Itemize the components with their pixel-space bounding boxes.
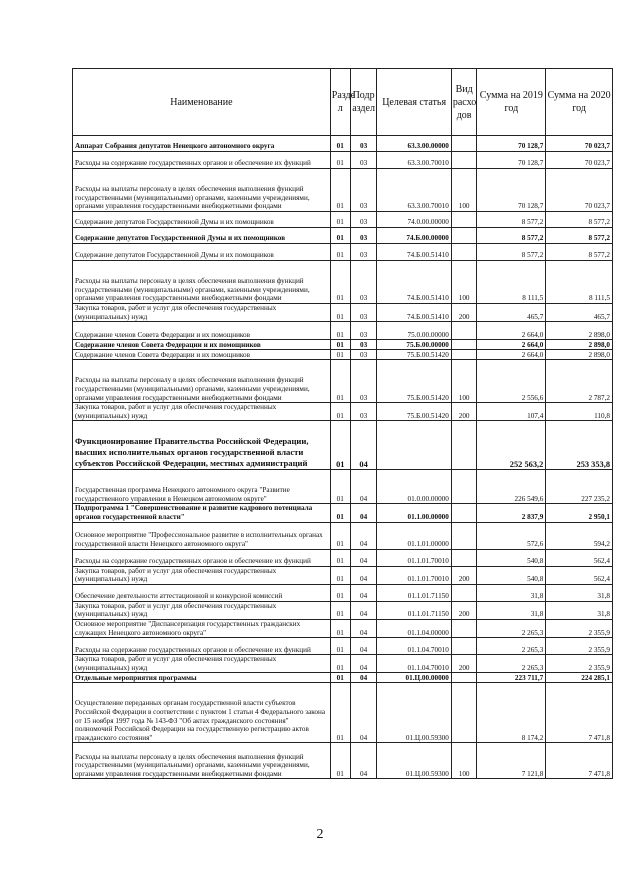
row-sum-2020: 2 898,0 [546, 340, 613, 350]
row-sum-2019: 8 577,2 [477, 244, 546, 261]
table-row [73, 169, 613, 212]
row-podrazdel: 04 [350, 619, 377, 637]
header-sum-2019: Сумма на 2019 год [477, 69, 546, 136]
table-row [73, 136, 613, 152]
table-row [73, 350, 613, 360]
row-name: Функционирование Правительства Российской Федерации, высших исполнительных органов государственной власти субъектов Российской Федерации, местных администраций [73, 421, 331, 470]
row-podrazdel: 04 [350, 504, 377, 522]
row-target-article: 63.3.00.70010 [377, 169, 451, 212]
row-razdel: 01 [330, 655, 350, 673]
row-sum-2019: 8 174,2 [477, 683, 546, 743]
row-target-article: 01.Ц.00.59300 [377, 743, 451, 779]
row-razdel: 01 [330, 261, 350, 304]
row-sum-2019: 31,8 [477, 601, 546, 619]
row-podrazdel: 04 [350, 584, 377, 601]
row-expense-type [451, 504, 477, 522]
table-row [73, 584, 613, 601]
row-name: Аппарат Собрания депутатов Ненецкого автономного округа [73, 136, 331, 152]
row-expense-type [451, 522, 477, 549]
row-podrazdel: 03 [350, 169, 377, 212]
row-expense-type [451, 212, 477, 228]
row-target-article: 75.Б.00.51420 [377, 350, 451, 360]
row-sum-2019: 70 128,7 [477, 169, 546, 212]
row-razdel: 01 [330, 136, 350, 152]
row-podrazdel: 04 [350, 655, 377, 673]
table-row [73, 619, 613, 637]
row-sum-2020: 110,8 [546, 403, 613, 421]
row-razdel: 01 [330, 743, 350, 779]
row-target-article: 75.Б.00.00000 [377, 340, 451, 350]
row-expense-type: 200 [451, 403, 477, 421]
row-podrazdel: 04 [350, 743, 377, 779]
row-expense-type [451, 136, 477, 152]
row-podrazdel: 03 [350, 212, 377, 228]
row-podrazdel: 03 [350, 304, 377, 322]
page-number: 2 [316, 827, 324, 842]
row-sum-2020: 8 577,2 [546, 212, 613, 228]
row-target-article: 01.1.01.70010 [377, 566, 451, 584]
row-name: Содержание членов Совета Федерации и их помощников [73, 350, 331, 360]
row-expense-type [451, 549, 477, 566]
table-row [73, 340, 613, 350]
row-name: Закупка товаров, работ и услуг для обеспечения государственных (муниципальных) нужд [73, 304, 331, 322]
row-podrazdel: 03 [350, 340, 377, 350]
table-body [73, 136, 613, 779]
row-sum-2019: 2 837,9 [477, 504, 546, 522]
row-expense-type: 200 [451, 601, 477, 619]
row-name: Отдельные мероприятия программы [73, 673, 331, 683]
row-sum-2020: 7 471,8 [546, 743, 613, 779]
row-sum-2019: 2 664,0 [477, 322, 546, 340]
table-row [73, 673, 613, 683]
row-sum-2020: 227 235,2 [546, 470, 613, 504]
row-sum-2019: 540,8 [477, 566, 546, 584]
table-row [73, 244, 613, 261]
row-podrazdel: 03 [350, 322, 377, 340]
table-row [73, 322, 613, 340]
header-expense-type: Вид расхо дов [451, 69, 477, 136]
row-sum-2019: 7 121,8 [477, 743, 546, 779]
row-razdel: 01 [330, 360, 350, 403]
row-sum-2019: 252 563,2 [477, 421, 546, 470]
row-sum-2019: 31,8 [477, 584, 546, 601]
table-row [73, 403, 613, 421]
row-name: Подпрограмма 1 "Совершенствование и развитие кадрового потенциала органов государственной власти" [73, 504, 331, 522]
row-target-article: 74.Б.00.00000 [377, 228, 451, 244]
row-sum-2019: 2 556,6 [477, 360, 546, 403]
row-sum-2020: 562,4 [546, 549, 613, 566]
row-target-article: 01.1.04.00000 [377, 619, 451, 637]
row-target-article: 75.Б.00.51420 [377, 403, 451, 421]
row-razdel: 01 [330, 244, 350, 261]
row-sum-2020: 594,2 [546, 522, 613, 549]
row-podrazdel: 03 [350, 228, 377, 244]
row-name: Расходы на выплаты персоналу в целях обеспечения выполнения функций государственными (муниципальными) органами, казенными учреждениями, органами управления государственными внебюджетными фондами [73, 360, 331, 403]
header-sum-2020: Сумма на 2020 год [546, 69, 613, 136]
row-sum-2020: 224 285,1 [546, 673, 613, 683]
row-sum-2019: 226 549,6 [477, 470, 546, 504]
row-name: Содержание депутатов Государственной Думы и их помощников [73, 228, 331, 244]
row-name: Расходы на выплаты персоналу в целях обеспечения выполнения функций государственными (муниципальными) органами, казенными учреждениями, органами управления государственными внебюджетными фондами [73, 169, 331, 212]
row-name: Закупка товаров, работ и услуг для обеспечения государственных (муниципальных) нужд [73, 655, 331, 673]
row-razdel: 01 [330, 304, 350, 322]
row-podrazdel: 03 [350, 136, 377, 152]
row-podrazdel: 03 [350, 244, 377, 261]
row-sum-2019: 107,4 [477, 403, 546, 421]
row-target-article: 75.Б.00.51420 [377, 360, 451, 403]
row-sum-2019: 2 664,0 [477, 350, 546, 360]
row-razdel: 01 [330, 683, 350, 743]
row-expense-type [451, 350, 477, 360]
row-sum-2020: 2 355,9 [546, 638, 613, 655]
table-row [73, 228, 613, 244]
row-target-article: 74.Б.00.51410 [377, 261, 451, 304]
row-sum-2019: 223 711,7 [477, 673, 546, 683]
row-expense-type [451, 421, 477, 470]
row-expense-type [451, 470, 477, 504]
row-razdel: 01 [330, 522, 350, 549]
row-sum-2019: 572,6 [477, 522, 546, 549]
table-row [73, 152, 613, 169]
row-sum-2020: 2 898,0 [546, 322, 613, 340]
row-target-article: 01.1.01.71150 [377, 601, 451, 619]
row-razdel: 01 [330, 619, 350, 637]
row-name: Государственная программа Ненецкого автономного округа "Развитие государственного управления в Ненецком автономном округе" [73, 470, 331, 504]
row-expense-type: 100 [451, 743, 477, 779]
row-target-article: 75.0.00.00000 [377, 322, 451, 340]
row-name: Содержание членов Совета Федерации и их помощников [73, 340, 331, 350]
row-expense-type [451, 619, 477, 637]
row-target-article: 01.Ц.00.59300 [377, 683, 451, 743]
row-target-article: 63.3.00.00000 [377, 136, 451, 152]
row-target-article: 01.1.04.70010 [377, 655, 451, 673]
row-target-article: 01.Ц.00.00000 [377, 673, 451, 683]
row-name: Закупка товаров, работ и услуг для обеспечения государственных (муниципальных) нужд [73, 403, 331, 421]
row-target-article: 01.1.01.00000 [377, 522, 451, 549]
budget-table [72, 68, 613, 779]
budget-document [72, 68, 613, 779]
row-razdel: 01 [330, 470, 350, 504]
row-sum-2019: 2 265,3 [477, 655, 546, 673]
table-row [73, 566, 613, 584]
row-sum-2020: 70 023,7 [546, 169, 613, 212]
row-expense-type [451, 683, 477, 743]
table-row [73, 261, 613, 304]
row-podrazdel: 04 [350, 638, 377, 655]
row-sum-2020: 7 471,8 [546, 683, 613, 743]
row-target-article: 74.Б.00.51410 [377, 304, 451, 322]
row-expense-type: 200 [451, 655, 477, 673]
row-podrazdel: 04 [350, 549, 377, 566]
row-sum-2019: 2 664,0 [477, 340, 546, 350]
row-sum-2019: 8 577,2 [477, 228, 546, 244]
row-target-article: 01.1.01.71150 [377, 584, 451, 601]
row-razdel: 01 [330, 638, 350, 655]
row-name: Осуществление переданных органам государственной власти субъектов Российской Федерации в соответствии с пунктом 1 статьи 4 Федерального закона от 15 ноября 1997 года № 143-ФЗ "Об актах гражданского состояния" полномочий Российской Федерации на государственную регистрацию актов гражданского состояния" [73, 683, 331, 743]
row-expense-type [451, 584, 477, 601]
row-sum-2020: 465,7 [546, 304, 613, 322]
row-target-article: 01.0.00.00000 [377, 470, 451, 504]
row-sum-2020: 253 353,8 [546, 421, 613, 470]
row-podrazdel: 04 [350, 522, 377, 549]
row-name: Расходы на выплаты персоналу в целях обеспечения выполнения функций государственными (муниципальными) органами, казенными учреждениями, органами управления государственными внебюджетными фондами [73, 743, 331, 779]
table-row [73, 655, 613, 673]
row-name: Расходы на содержание государственных органов и обеспечение их функций [73, 638, 331, 655]
row-sum-2020: 2 898,0 [546, 350, 613, 360]
row-razdel: 01 [330, 504, 350, 522]
header-target-article: Целевая статья [377, 69, 451, 136]
row-sum-2020: 2 787,2 [546, 360, 613, 403]
row-expense-type: 100 [451, 360, 477, 403]
row-podrazdel: 04 [350, 566, 377, 584]
table-row [73, 601, 613, 619]
row-razdel: 01 [330, 169, 350, 212]
table-row [73, 522, 613, 549]
row-razdel: 01 [330, 584, 350, 601]
table-row [73, 683, 613, 743]
table-row [73, 421, 613, 470]
table-row [73, 504, 613, 522]
table-row [73, 549, 613, 566]
row-name: Закупка товаров, работ и услуг для обеспечения государственных (муниципальных) нужд [73, 601, 331, 619]
row-podrazdel: 03 [350, 360, 377, 403]
table-row [73, 743, 613, 779]
row-sum-2020: 2 355,9 [546, 619, 613, 637]
table-header-row [73, 69, 613, 136]
row-sum-2020: 8 111,5 [546, 261, 613, 304]
row-podrazdel: 04 [350, 683, 377, 743]
table-row [73, 360, 613, 403]
row-name: Основное мероприятие "Профессиональное развитие в исполнительных органах государственной власти Ненецкого автономного округа" [73, 522, 331, 549]
header-name: Наименование [73, 69, 331, 136]
row-sum-2019: 8 111,5 [477, 261, 546, 304]
row-podrazdel: 03 [350, 350, 377, 360]
row-podrazdel: 03 [350, 152, 377, 169]
table-row [73, 638, 613, 655]
row-expense-type [451, 322, 477, 340]
row-sum-2020: 2 355,9 [546, 655, 613, 673]
row-expense-type [451, 673, 477, 683]
row-expense-type: 200 [451, 304, 477, 322]
row-target-article [377, 421, 451, 470]
row-razdel: 01 [330, 673, 350, 683]
row-expense-type [451, 638, 477, 655]
row-sum-2019: 2 265,3 [477, 619, 546, 637]
row-sum-2020: 31,8 [546, 601, 613, 619]
row-sum-2019: 540,8 [477, 549, 546, 566]
row-sum-2020: 8 577,2 [546, 228, 613, 244]
header-razdel: Разде л [330, 69, 350, 136]
row-sum-2020: 70 023,7 [546, 136, 613, 152]
row-razdel: 01 [330, 350, 350, 360]
row-sum-2019: 70 128,7 [477, 136, 546, 152]
row-target-article: 01.1.04.70010 [377, 638, 451, 655]
row-sum-2020: 31,8 [546, 584, 613, 601]
row-sum-2019: 465,7 [477, 304, 546, 322]
row-expense-type [451, 228, 477, 244]
header-podrazdel: Подр аздел [350, 69, 377, 136]
row-sum-2019: 70 128,7 [477, 152, 546, 169]
table-row [73, 470, 613, 504]
row-sum-2019: 2 265,3 [477, 638, 546, 655]
row-target-article: 63.3.00.70010 [377, 152, 451, 169]
row-expense-type [451, 152, 477, 169]
row-sum-2019: 8 577,2 [477, 212, 546, 228]
row-name: Содержание членов Совета Федерации и их помощников [73, 322, 331, 340]
row-name: Расходы на содержание государственных органов и обеспечение их функций [73, 152, 331, 169]
row-target-article: 01.1.01.70010 [377, 549, 451, 566]
row-podrazdel: 03 [350, 403, 377, 421]
table-row [73, 212, 613, 228]
row-razdel: 01 [330, 549, 350, 566]
row-expense-type: 100 [451, 169, 477, 212]
row-expense-type [451, 244, 477, 261]
row-razdel: 01 [330, 421, 350, 470]
row-sum-2020: 70 023,7 [546, 152, 613, 169]
row-razdel: 01 [330, 322, 350, 340]
row-target-article: 74.Б.00.51410 [377, 244, 451, 261]
row-name: Закупка товаров, работ и услуг для обеспечения государственных (муниципальных) нужд [73, 566, 331, 584]
row-razdel: 01 [330, 403, 350, 421]
row-name: Обеспечение деятельности аттестационной и конкурсной комиссий [73, 584, 331, 601]
row-target-article: 01.1.00.00000 [377, 504, 451, 522]
row-expense-type: 100 [451, 261, 477, 304]
row-sum-2020: 8 577,2 [546, 244, 613, 261]
row-podrazdel: 04 [350, 421, 377, 470]
row-podrazdel: 03 [350, 261, 377, 304]
row-razdel: 01 [330, 340, 350, 350]
row-name: Расходы на содержание государственных органов и обеспечение их функций [73, 549, 331, 566]
table-row [73, 304, 613, 322]
row-podrazdel: 04 [350, 673, 377, 683]
row-razdel: 01 [330, 212, 350, 228]
row-name: Содержание депутатов Государственной Думы и их помощников [73, 244, 331, 261]
row-name: Содержание депутатов Государственной Думы и их помощников [73, 212, 331, 228]
row-razdel: 01 [330, 152, 350, 169]
row-sum-2020: 562,4 [546, 566, 613, 584]
row-name: Основное мероприятие "Диспансеризация государственных гражданских служащих Ненецкого автономного округа" [73, 619, 331, 637]
row-podrazdel: 04 [350, 470, 377, 504]
row-razdel: 01 [330, 601, 350, 619]
row-razdel: 01 [330, 228, 350, 244]
row-sum-2020: 2 950,1 [546, 504, 613, 522]
row-expense-type: 200 [451, 566, 477, 584]
row-podrazdel: 04 [350, 601, 377, 619]
row-razdel: 01 [330, 566, 350, 584]
row-target-article: 74.0.00.00000 [377, 212, 451, 228]
row-name: Расходы на выплаты персоналу в целях обеспечения выполнения функций государственными (муниципальными) органами, казенными учреждениями, органами управления государственными внебюджетными фондами [73, 261, 331, 304]
row-expense-type [451, 340, 477, 350]
